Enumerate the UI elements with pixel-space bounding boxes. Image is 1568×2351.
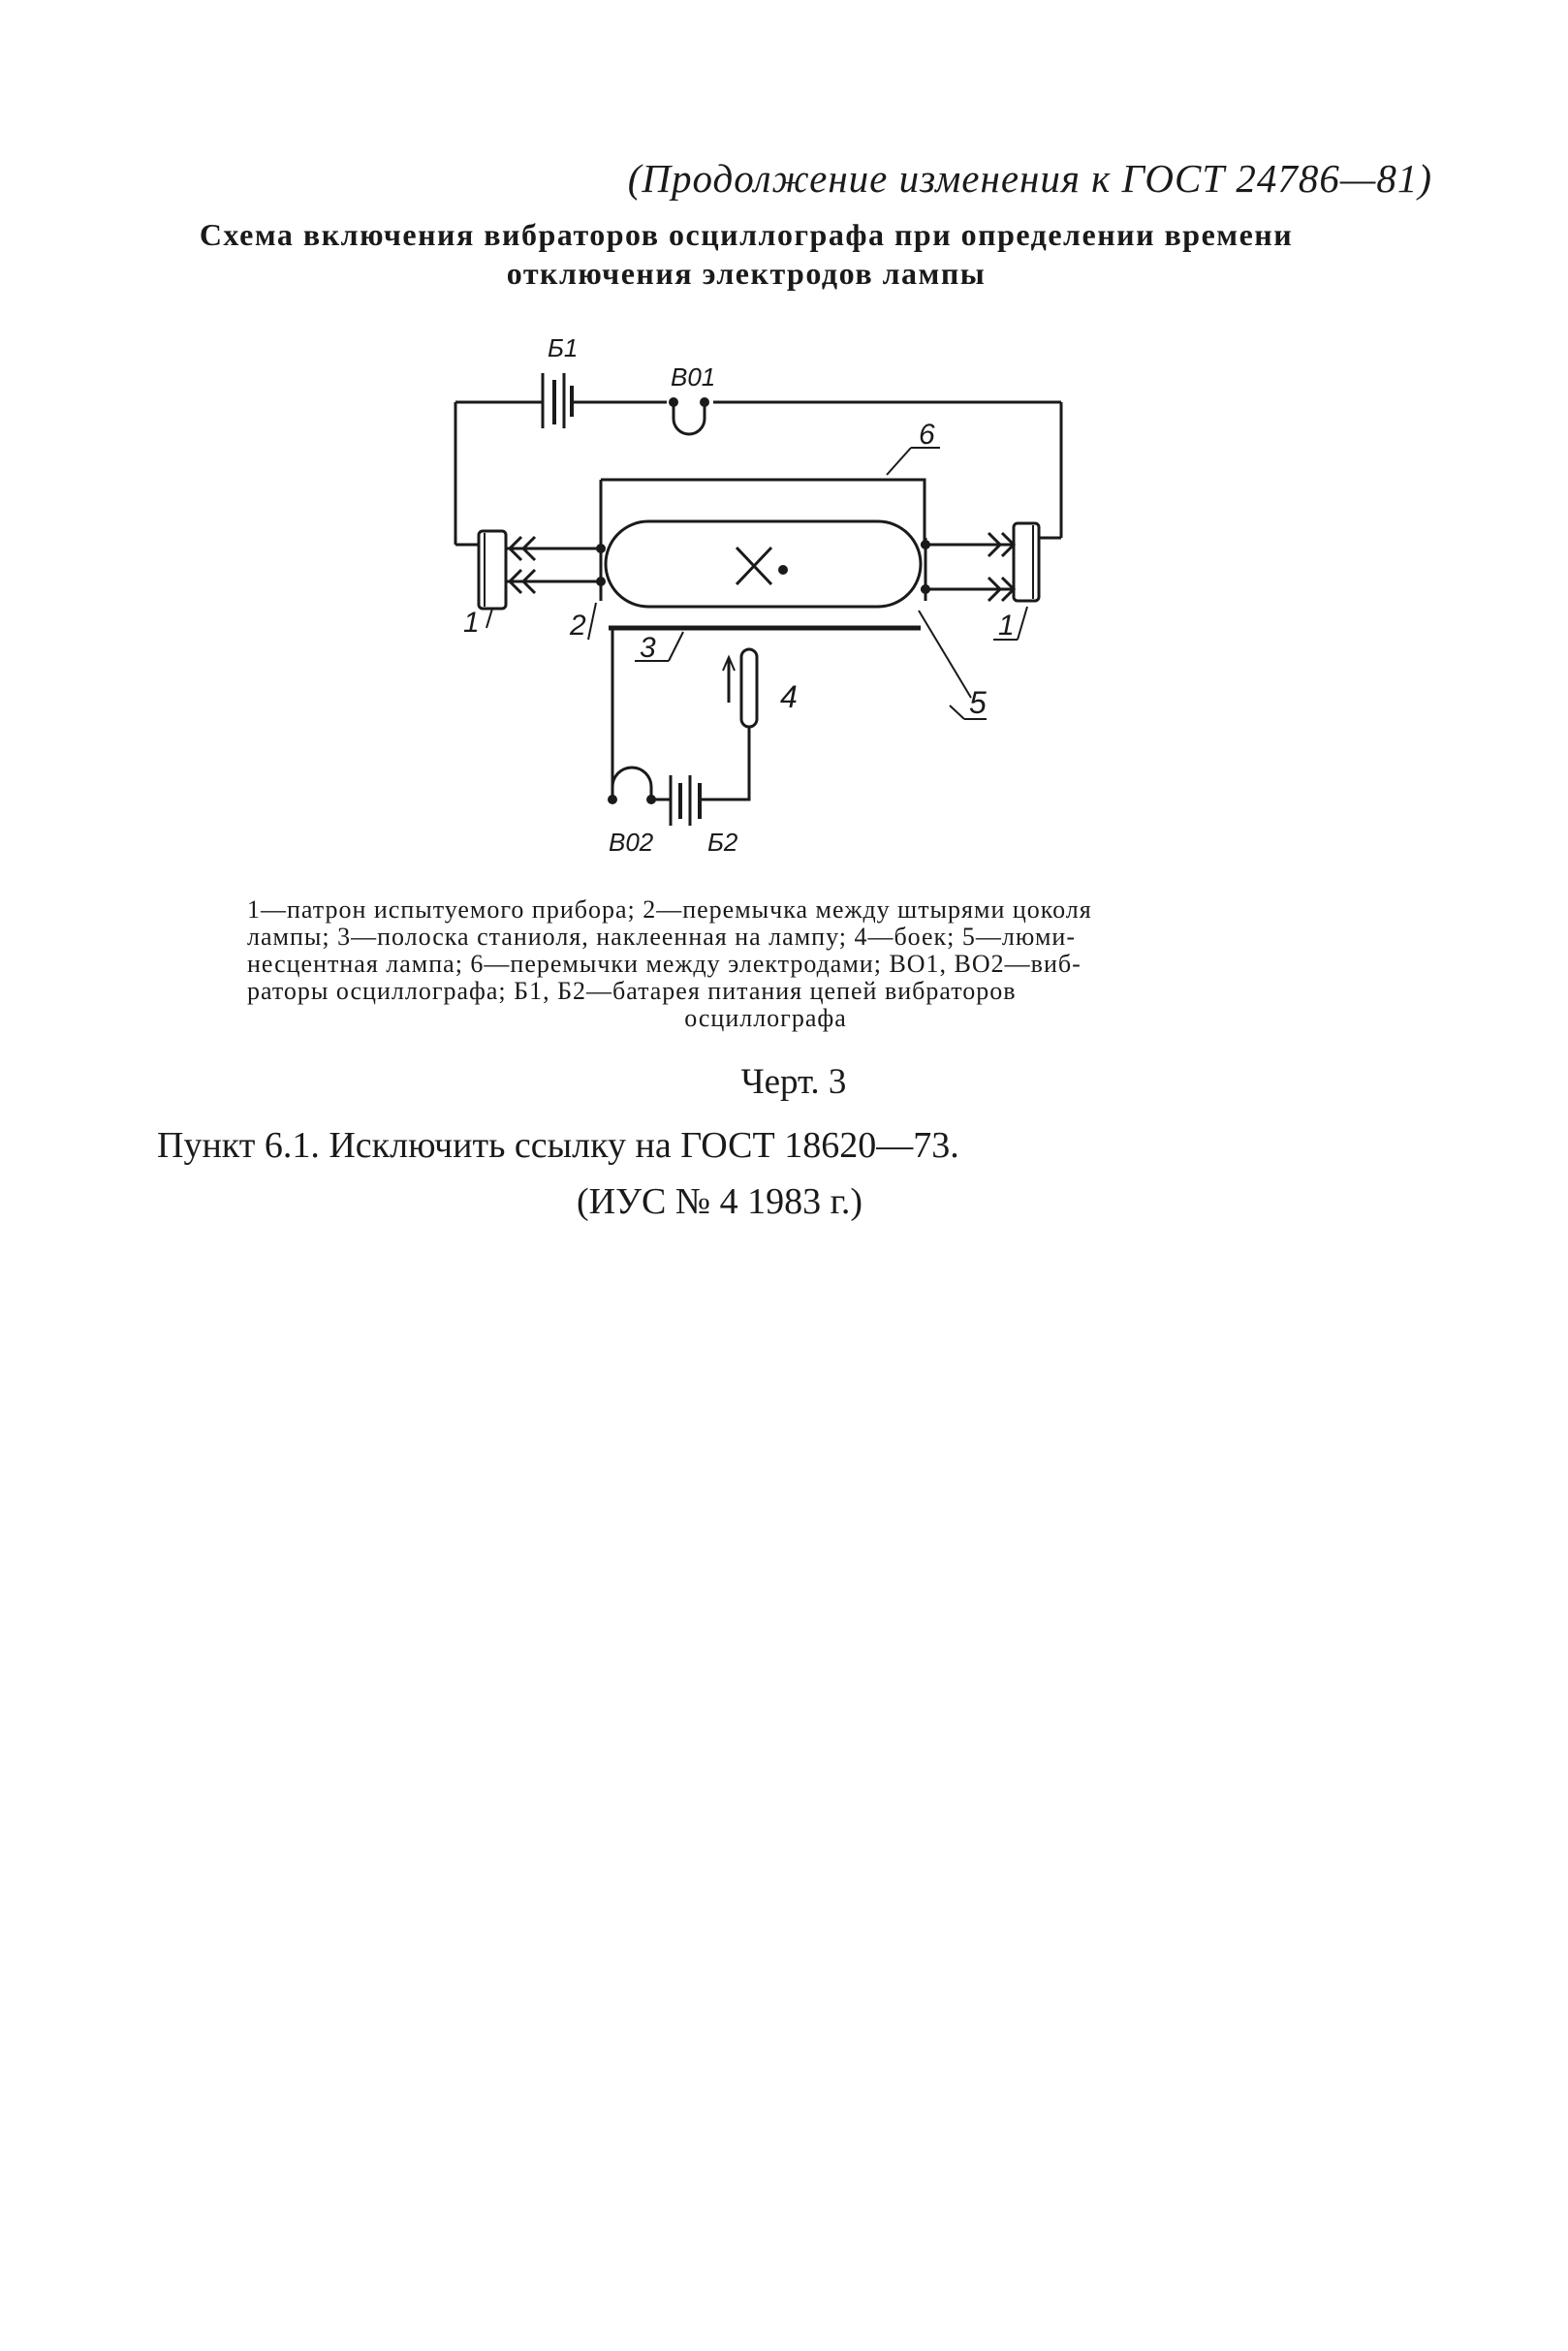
socket-right (1014, 523, 1039, 601)
label-1-left: 1 (463, 607, 480, 639)
vibrator-vo1-symbol (674, 402, 705, 434)
circuit-diagram (446, 320, 1124, 872)
figure-title-line-2: отключения электродов лампы (506, 256, 987, 291)
figure-title-line-1: Схема включения вибраторов осциллографа при определении времени (199, 217, 1294, 252)
label-6: 6 (919, 419, 935, 451)
bottom-wire-right (700, 727, 749, 799)
legend-line-4: раторы осциллографа; Б1, Б2—батарея питания цепей вибраторов (247, 977, 1017, 1005)
source-reference: (ИУС № 4 1983 г.) (577, 1181, 863, 1222)
label-b2: Б2 (707, 828, 738, 857)
leader-6 (887, 448, 911, 475)
jumper-6 (601, 480, 925, 545)
legend-line-5: осциллографа (684, 1004, 847, 1032)
striker-4 (741, 649, 757, 727)
figure-legend (247, 896, 1284, 1032)
label-vo2: В02 (609, 828, 654, 857)
label-2: 2 (570, 610, 586, 642)
label-vo1: В01 (671, 362, 716, 392)
pins-right (974, 533, 1014, 601)
figure-title (145, 215, 1347, 293)
pins-left (506, 537, 552, 593)
label-b1: Б1 (548, 333, 579, 362)
label-5: 5 (969, 685, 987, 720)
vibrator-vo2-symbol (612, 768, 671, 799)
figure-caption: Черт. 3 (740, 1062, 847, 1102)
battery-b1-symbol (543, 373, 572, 428)
legend-line-3: несцентная лампа; 6—перемычки между электродами; ВО1, ВО2—виб- (247, 950, 1082, 978)
socket-left (479, 531, 506, 609)
label-1-right: 1 (998, 610, 1015, 642)
battery-b2-symbol (671, 775, 700, 826)
fluorescent-lamp (606, 521, 921, 607)
amendment-paragraph: Пункт 6.1. Исключить ссылку на ГОСТ 18620—73. (157, 1125, 959, 1166)
continuation-header: (Продолжение изменения к ГОСТ 24786—81) (627, 156, 1432, 201)
label-4: 4 (780, 679, 798, 714)
legend-line-1: 1—патрон испытуемого прибора; 2—перемычка между штырями цоколя (247, 895, 1092, 924)
legend-line-2: лампы; 3—полоска станиоля, наклеенная на лампу; 4—боек; 5—люми- (247, 923, 1076, 951)
label-3: 3 (640, 632, 656, 664)
